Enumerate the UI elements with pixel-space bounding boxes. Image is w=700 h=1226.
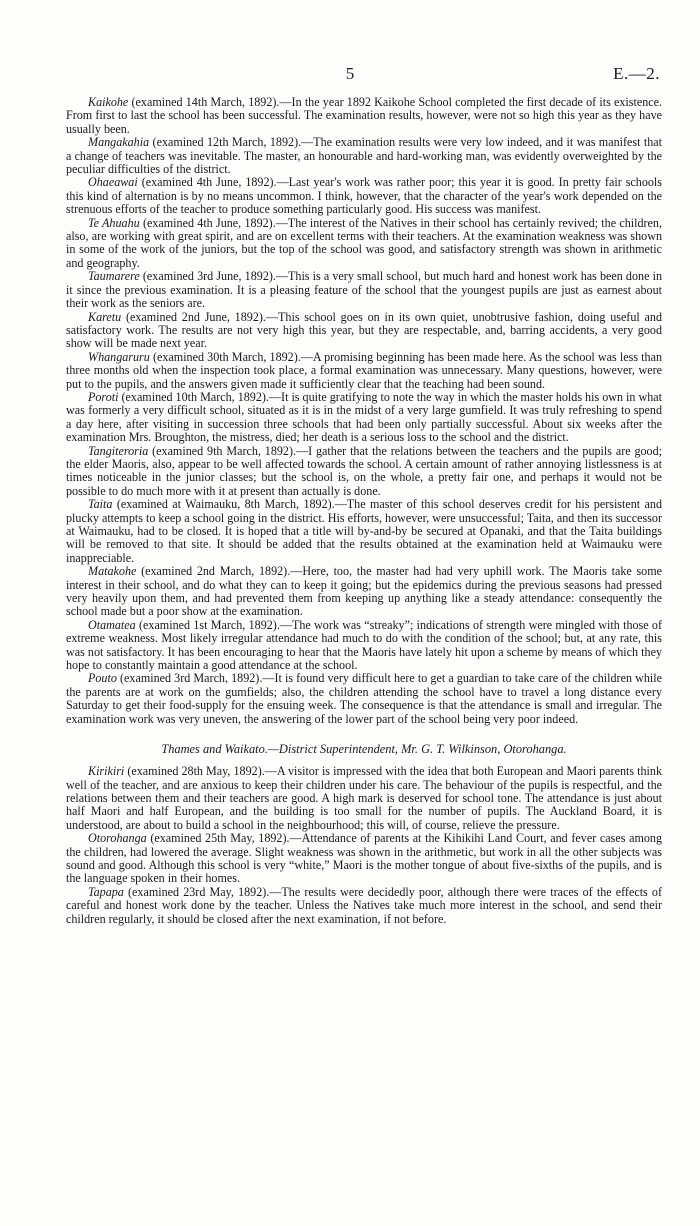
school-name: Whangaruru (88, 349, 150, 364)
school-name: Mangakahia (88, 135, 150, 150)
school-report-text: (examined 3rd March, 1892).—It is found very difficult here to get a guardian to take care of the children while the parents are at work on the gumfields; also, the children attending the school have to travel a long distance every Saturday to get their food-supply for the ensuing week. The consequence is that the attendance is small and irregular. The examination work was very uneven, the answering of the lower part of the school being very poor indeed. (66, 671, 662, 726)
school-report-text: (examined 2nd March, 1892).—Here, too, the master had had very uphill work. The Maoris take some interest in their school, and do what they can to keep it going; but the epidemics during the previous seasons had pressed very heavily upon them, and had prevented them from keeping up anything like a steady attendance: consequently the school made but a poor show at the examination. (66, 564, 662, 619)
school-name: Tapapa (88, 884, 124, 899)
school-report-paragraph (66, 270, 662, 310)
school-report-paragraph (66, 445, 662, 499)
school-report-text: (examined 23rd May, 1892).—The results were decidedly poor, although there were traces of the effects of careful and honest work done by the teacher. Unless the Natives take much more interest in the school, and send their children regularly, it should be closed after the next examination, if not before. (66, 884, 662, 926)
school-report-paragraph (66, 136, 662, 176)
school-report-paragraph (66, 176, 662, 216)
school-report-paragraph (66, 765, 662, 832)
school-report-paragraph (66, 96, 662, 136)
school-name: Karetu (88, 309, 122, 324)
school-name: Kirikiri (88, 764, 125, 779)
school-name: Ohaeawai (88, 175, 138, 190)
school-report-paragraph (66, 498, 662, 565)
school-report-paragraph (66, 619, 662, 673)
school-report-text: (examined 25th May, 1892).—Attendance of parents at the Kihikihi Land Court, and fever cases among the children, had lowered the average. Slight weakness was shown in the arithmetic, but work in all the other subjects was sound and good. Although this school is very “white,” Maori is the mother tongue of about five-sixths of the pupils, and is the language spoken in their homes. (66, 831, 662, 886)
school-report-text: (examined 3rd June, 1892).—This is a very small school, but much hard and honest work has been done in it since the previous examination. It is a pleasing feature of the school that the youngest pupils are just as earnest about their work as the seniors are. (66, 269, 662, 311)
school-report-paragraph (66, 391, 662, 445)
school-report-paragraph (66, 832, 662, 886)
school-report-text: (examined 10th March, 1892).—It is quite gratifying to note the way in which the master holds his own in what was formerly a very difficult school, situated as it is in the midst of a very large gumfield. It was truly refreshing to spend a day here, after visiting in succession three schools that had been only partially successful. About six weeks after the examination Mrs. Broughton, the mistress, died; her death is a serious loss to the school and the district. (66, 389, 662, 445)
school-report-text: (examined 4th June, 1892).—The interest of the Natives in their school has certainly revived; the children, also, are working with great spirit, and are on excellent terms with their teachers. At the examination weakness was shown in some of the work of the juniors, but the top of the school was good, and satisfactory strength was shown in arithmetic and geography. (66, 215, 662, 270)
school-reports-north (66, 96, 662, 726)
school-name: Matakohe (88, 564, 137, 579)
page-number: 5 (345, 64, 355, 83)
school-report-paragraph (66, 311, 662, 351)
school-report-paragraph (66, 672, 662, 726)
school-name: Taita (88, 497, 113, 512)
school-report-paragraph (66, 351, 662, 391)
school-name: Pouto (88, 671, 117, 686)
school-report-text: (examined 14th March, 1892).—In the year 1892 Kaikohe School completed the first decade of its existence. From first to last the school has been successful. The examination results, however, were not so high this year as they have usually been. (66, 95, 662, 136)
school-name: Tangiteroria (88, 443, 149, 458)
school-report-paragraph (66, 217, 662, 271)
school-report-paragraph (66, 886, 662, 926)
school-report-text: (examined at Waimauku, 8th March, 1892).—The master of this school deserves credit for his persistent and plucky attempts to keep a school going in the district. His efforts, however, were unsuccessful; Taita, and then its successor at Waimauku, had to be closed. It is hoped that a title will by-and-by be secured at Opanaki, and that the Taita buildings will be removed to that site. It should be added that the results obtained at the examination held at Waimauku were inappreciable. (66, 497, 662, 565)
school-report-text: (examined 1st March, 1892).—The work was “streaky”; indications of strength were mingled with those of extreme weakness. Most likely irregular attendance had much to do with the condition of the school; but, at any rate, this was not satisfactory. It has been encouraging to hear that the Maoris have lately hit upon a scheme by means of which they hope to constantly maintain a good attendance at the school. (66, 617, 662, 673)
document-reference: E.—2. (613, 64, 660, 83)
school-report-text: (examined 12th March, 1892).—The examination results were very low indeed, and it was manifest that a change of teachers was inevitable. The master, an honourable and hard-working man, was evidently overweighted by the peculiar difficulties of the district. (66, 135, 662, 177)
school-name: Poroti (88, 389, 119, 404)
section-heading: Thames and Waikato.—District Superintendent, Mr. G. T. Wilkinson, Otorohanga. (161, 742, 567, 757)
school-report-text: (examined 4th June, 1892).—Last year's work was rather poor; this year it is good. In pretty fair schools this kind of alternation is by no means uncommon. I think, however, that the character of the year's work depended on the strenuous efforts of the teacher to produce something particularly good. His success was manifest. (66, 175, 662, 217)
school-name: Te Ahuahu (88, 215, 140, 230)
school-name: Taumarere (88, 269, 140, 284)
school-report-text: (examined 28th May, 1892).—A visitor is impressed with the idea that both European and Maori parents think well of the teacher, and are anxious to keep their children under his care. The behaviour of the pupils is respectful, and the relations between them and their teachers are good. A high mark is deserved for school tone. The attendance is just about half Maori and half European, and the building is too small for the number of pupils. The Auckland Board, it is understood, are about to build a school in the neighbourhood; this will, of course, relieve the pressure. (66, 764, 662, 832)
school-report-paragraph (66, 565, 662, 619)
school-name: Otorohanga (88, 831, 147, 846)
report-body (66, 96, 662, 926)
school-name: Otamatea (88, 617, 136, 632)
school-name: Kaikohe (88, 95, 129, 109)
school-report-text: (examined 9th March, 1892).—I gather that the relations between the teachers and the pupils are good; the elder Maoris, also, appear to be well affected towards the school. A certain amount of rather annoying listlessness is at times noticeable in the junior classes; but the school is, on the whole, a pretty fair one, and perhaps it would not be possible to do much more with it at present than actually is done. (66, 443, 662, 498)
school-reports-thames-waikato (66, 765, 662, 926)
school-report-text: (examined 30th March, 1892).—A promising beginning has been made here. As the school was less than three months old when the inspection took place, a formal examination was unnecessary. Many questions, however, were put to the pupils, and the answers given made it sufficiently clear that the teaching had been sound. (66, 349, 662, 391)
school-report-text: (examined 2nd June, 1892).—This school goes on in its own quiet, unobtrusive fashion, doing useful and satisfactory work. The results are not very high this year, but they are respectable, and, barring accidents, a very good show will be made next year. (66, 309, 662, 351)
